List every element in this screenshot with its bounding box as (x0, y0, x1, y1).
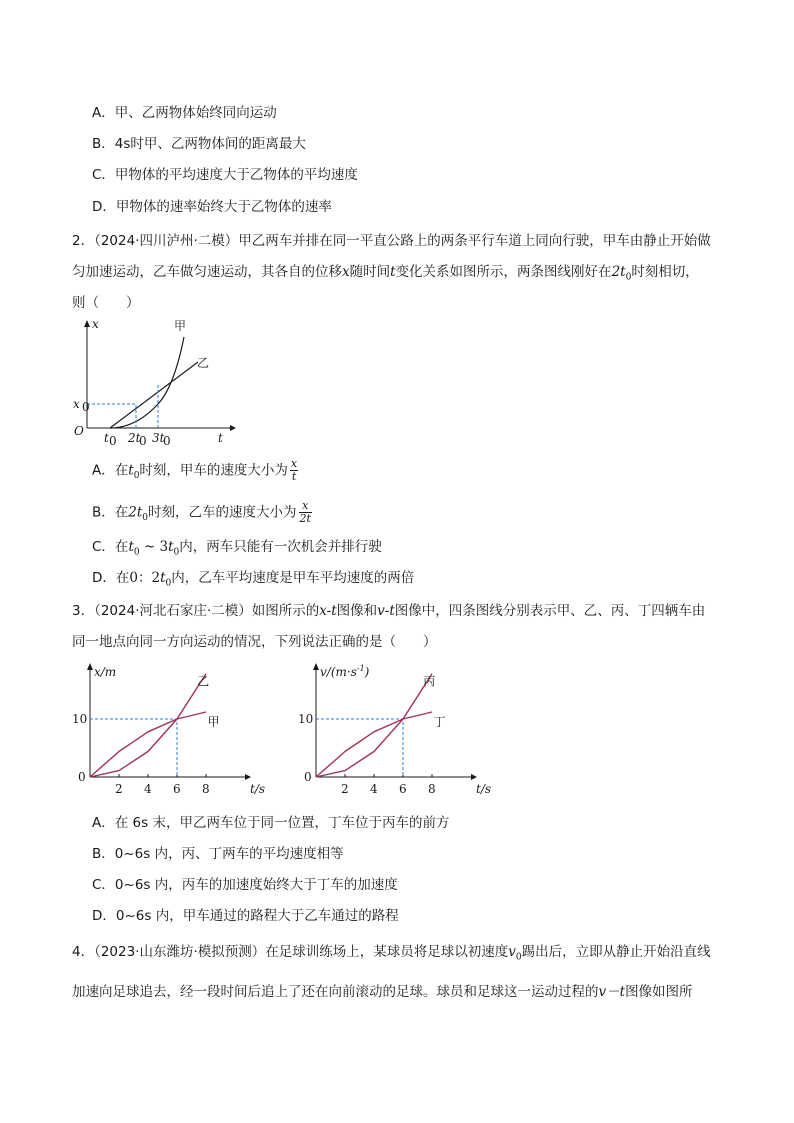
q4-stem-line2: 加速向足球追去，经一段时间后追上了还在向前滚动的足球。球员和足球这一运动过程的v－t图像如图所 (72, 984, 693, 1000)
left-y-axis-label: x/m (94, 665, 117, 679)
svg-text:O: O (74, 424, 84, 438)
svg-text:t: t (104, 431, 109, 445)
right-xtick-label: 4 (370, 782, 378, 796)
right-ytick-label: 0 (304, 770, 312, 784)
svg-text:0: 0 (163, 434, 171, 448)
svg-text:甲: 甲 (174, 319, 187, 333)
right-xtick-label: 8 (428, 782, 436, 796)
q2-option-a: A．在$t_0$时刻，甲车的速度大小为 $\frac{x}{t}$ (92, 457, 298, 483)
q2-option-d: D．在0：$2t_0$内，乙车平均速度是甲车平均速度的两倍 (92, 570, 415, 589)
q2-option-c: C．在$t_0$ ~ $3t_0$内，两车只能有一次机会并排行驶 (92, 539, 382, 558)
q3-vt-graph (298, 660, 498, 800)
q3-option-b: B．0~6s 内，丙、丁两车的平均速度相等 (92, 846, 344, 862)
svg-text:x: x (73, 397, 80, 411)
right-guide-line (316, 719, 403, 777)
svg-text:t: t (218, 431, 223, 445)
q2-stem-line3: 则（ ） (72, 295, 140, 311)
left-y-arrow (87, 663, 93, 670)
right-x-arrow (471, 774, 477, 780)
svg-text:0: 0 (109, 434, 117, 448)
left-label-lower: 甲 (207, 714, 220, 729)
left-x-axis-label: t/s (250, 782, 266, 796)
right-xtick-label: 2 (341, 782, 349, 796)
right-ytick-label: 10 (298, 712, 314, 726)
left-x-arrow (245, 774, 251, 780)
q3-option-c: C．0~6s 内，丙车的加速度始终大于丁车的加速度 (92, 877, 398, 893)
svg-text:0: 0 (139, 434, 147, 448)
left-xtick-label: 2 (115, 782, 123, 796)
q1-option-d: D．甲物体的速率始终大于乙物体的速率 (92, 199, 332, 215)
svg-text:3t: 3t (152, 431, 165, 445)
q3-stem-line1: 3．（2024·河北石家庄·二模）如图所示的x-t图像和v-t图像中，四条图线分别表示甲、乙、丙、丁四辆车由 (72, 603, 706, 619)
right-xtick-label: 6 (399, 782, 407, 796)
q2-stem-line1: 2．（2024·四川泸州·二模）甲乙两车并排在同一平直公路上的两条平行车道上同向行驶，甲车由静止开始做 (72, 233, 711, 249)
left-series-lower (90, 712, 206, 777)
left-xtick-label: 6 (173, 782, 181, 796)
q4-stem-line1: 4．（2023·山东潍坊·模拟预测）在足球训练场上，某球员将足球以初速度$v_0$踢出后，立即从静止开始沿直线 (72, 944, 711, 963)
svg-text:0: 0 (82, 400, 90, 414)
right-label-upper: 丙 (423, 674, 436, 689)
svg-text:乙: 乙 (197, 356, 210, 370)
left-label-upper: 乙 (197, 674, 210, 689)
svg-text:2t: 2t (128, 431, 141, 445)
right-label-lower: 丁 (433, 714, 446, 729)
svg-text:x: x (92, 317, 99, 331)
right-y-axis-label: $v/(m\cdot s^{-1})$ (320, 664, 370, 679)
q1-option-b: B．4s时甲、乙两物体间的距离最大 (92, 136, 306, 152)
q3-option-d: D．0~6s 内，甲车通过的路程大于乙车通过的路程 (92, 908, 399, 924)
q1-option-c: C．甲物体的平均速度大于乙物体的平均速度 (92, 167, 358, 183)
left-ytick-label: 0 (78, 770, 86, 784)
left-guide-line (90, 719, 177, 777)
q2-stem-line2: 匀加速运动，乙车做匀速运动，其各自的位移x随时间t变化关系如图所示，两条图线刚好在$2t_0$时刻相切， (72, 264, 699, 283)
q1-option-a: A．甲、乙两物体始终同向运动 (92, 105, 277, 121)
right-series-lower (316, 712, 432, 777)
q3-option-a: A．在 6s 末，甲乙两车位于同一位置，丁车位于丙车的前方 (92, 815, 450, 831)
q3-stem-line2: 同一地点向同一方向运动的情况，下列说法正确的是（ ） (72, 634, 437, 650)
q2-xt-graph (70, 315, 240, 448)
q2-option-b: B．在$2t_0$时刻，乙车的速度大小为 $\frac{x}{2t}$ (92, 499, 311, 525)
left-xtick-label: 8 (202, 782, 210, 796)
right-y-arrow (313, 663, 319, 670)
q3-xt-graph (72, 660, 272, 800)
left-xtick-label: 4 (144, 782, 152, 796)
right-x-axis-label: t/s (476, 782, 492, 796)
left-ytick-label: 10 (72, 712, 88, 726)
